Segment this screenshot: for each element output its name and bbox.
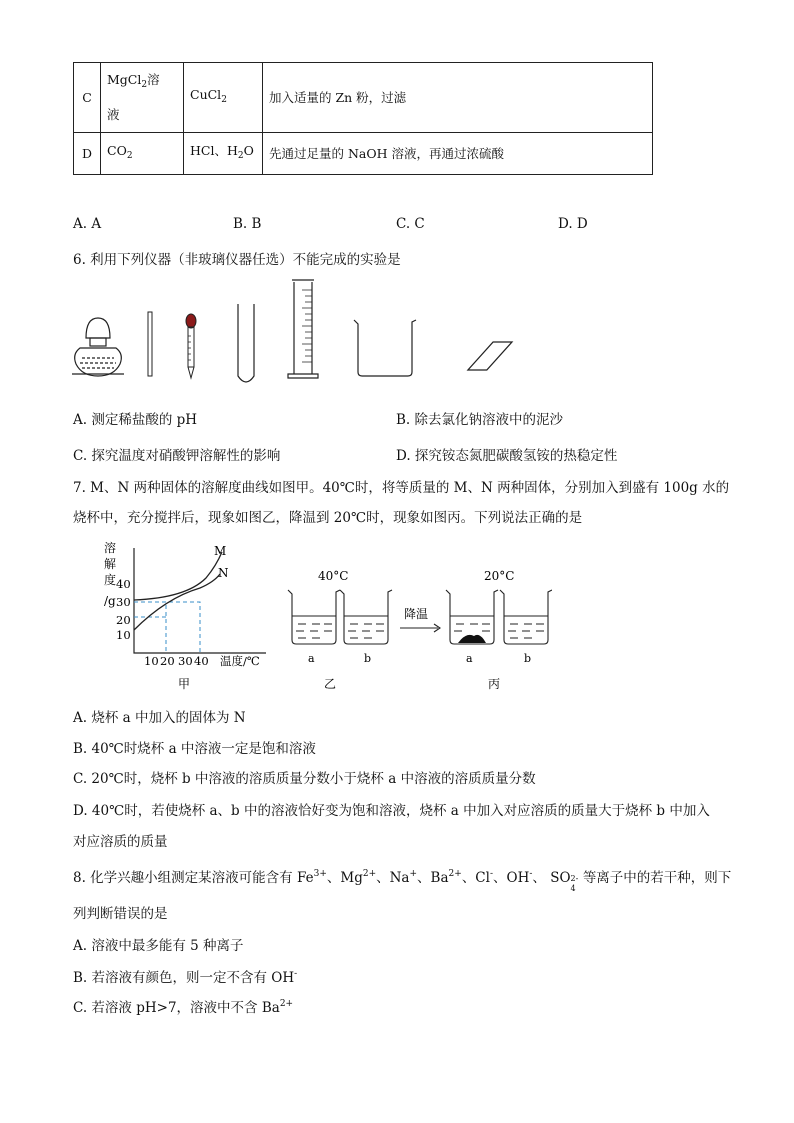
substance-cell: MgCl$_2$溶 液 [101, 63, 184, 133]
q7-option-b[interactable]: B. 40℃时烧杯 a 中溶液一定是饱和溶液 [73, 741, 316, 757]
ylabel-char: 溶 [104, 541, 117, 555]
x-tick-label: 30 [178, 654, 193, 668]
q7-option-c[interactable]: C. 20℃时，烧杯 b 中溶液的溶质质量分数小于烧杯 a 中溶液的溶质质量分数 [73, 771, 536, 787]
y-tick-label: 10 [116, 628, 131, 642]
x-tick-label: 10 [144, 654, 159, 668]
y-tick-label: 40 [116, 577, 131, 591]
test-tube-icon [238, 304, 254, 382]
y-tick-label: 20 [116, 613, 131, 627]
arrow-label: 降温 [404, 607, 429, 621]
impurity-cell: HCl、$H_2O$ [184, 133, 263, 175]
q7-option-a[interactable]: A. 烧杯 a 中加入的固体为 N [73, 710, 246, 726]
curve-m-label: M [214, 544, 227, 558]
q5-option-a[interactable]: A. A [73, 216, 102, 232]
y-tick-label: 30 [116, 595, 131, 609]
q6-stem: 6. 利用下列仪器（非玻璃仪器任选）不能完成的实验是 [73, 252, 401, 268]
q6-option-a[interactable]: A. 测定稀盐酸的 pH [73, 412, 198, 428]
graph-caption: 甲 [178, 677, 191, 691]
beaker-a-yi [288, 590, 340, 644]
impurity-cell: CuCl$_2$ [184, 63, 263, 133]
curve-m [134, 552, 222, 600]
figure-caption-yi: 乙 [324, 677, 337, 691]
beaker-label-b: b [524, 652, 532, 665]
beaker-b-yi [340, 590, 392, 644]
glass-plate-icon [468, 342, 512, 370]
q5-option-b[interactable]: B. B [233, 216, 262, 232]
q6-option-d[interactable]: D. 探究铵态氮肥碳酸氢铵的热稳定性 [396, 448, 618, 464]
guide-lines [134, 602, 200, 653]
ylabel-char: 度 [104, 573, 117, 587]
q8-option-b[interactable]: B. 若溶液有颜色，则一定不含有 OH- [73, 969, 298, 986]
method-cell: 先通过足量的 NaOH 溶液，再通过浓硫酸 [263, 133, 653, 175]
lab-instruments-figure [60, 276, 530, 391]
reagent-table [73, 62, 653, 175]
q7-option-d-line1[interactable]: D. 40℃时，若使烧杯 a、b 中的溶液恰好变为饱和溶液，烧杯 a 中加入对应溶质的质量大于烧杯 b 中加入 [73, 803, 710, 819]
q6-option-b[interactable]: B. 除去氯化钠溶液中的泥沙 [396, 412, 564, 428]
x-tick-label: 20 [160, 654, 175, 668]
glass-rod-icon [148, 312, 152, 376]
graduated-cylinder-icon [288, 280, 318, 378]
beaker-experiment-figure [282, 564, 552, 696]
row-label: C [74, 63, 101, 133]
precipitate [458, 635, 486, 643]
solubility-graph [96, 538, 286, 698]
alcohol-lamp-icon [72, 318, 124, 376]
q8-option-c[interactable]: C. 若溶液 pH>7，溶液中不含 $Ba^{2+}$ [73, 999, 294, 1016]
ylabel-char: 解 [104, 557, 117, 571]
q5-option-c[interactable]: C. C [396, 216, 425, 232]
beaker-b-bing [500, 590, 552, 644]
x-axis-label: 温度/℃ [220, 654, 260, 668]
dropper-icon [186, 314, 196, 378]
temp-label-40: 40°C [318, 569, 349, 583]
curve-n-label: N [218, 566, 229, 580]
q7-stem-line1: 7. M、N 两种固体的溶解度曲线如图甲。40℃时，将等质量的 M、N 两种固体，分别加入到盛有 100g 水的 [73, 480, 730, 496]
q8-stem-line2: 列判断错误的是 [73, 906, 168, 922]
temp-label-20: 20°C [484, 569, 515, 583]
substance-cell: $CO_2$ [101, 133, 184, 175]
figure-caption-bing: 丙 [488, 677, 501, 691]
beaker-icon [354, 320, 416, 376]
table-row [74, 133, 653, 175]
beaker-label-b: b [364, 652, 372, 665]
row-label: D [74, 133, 101, 175]
q6-option-c[interactable]: C. 探究温度对硝酸钾溶解性的影响 [73, 448, 281, 464]
q7-option-d-line2[interactable]: 对应溶质的质量 [73, 834, 168, 850]
q5-option-d[interactable]: D. D [558, 216, 588, 232]
method-cell: 加入适量的 Zn 粉，过滤 [263, 63, 653, 133]
x-tick-label: 40 [194, 654, 209, 668]
table-row [74, 63, 653, 133]
q7-stem-line2: 烧杯中，充分搅拌后，现象如图乙，降温到 20℃时，现象如图丙。下列说法正确的是 [73, 510, 583, 526]
y-unit: /g [104, 594, 116, 608]
q8-stem-line1: 8. 化学兴趣小组测定某溶液可能含有 $Fe^{3+}$、$Mg^{2+}$、Na+、$Ba^{2+}$、Cl-、OH-、 SO 2- 4 等离子中的若干种，则下 [73, 869, 732, 893]
q8-option-a[interactable]: A. 溶液中最多能有 5 种离子 [73, 938, 244, 954]
beaker-label-a: a [466, 652, 473, 665]
beaker-label-a: a [308, 652, 315, 665]
